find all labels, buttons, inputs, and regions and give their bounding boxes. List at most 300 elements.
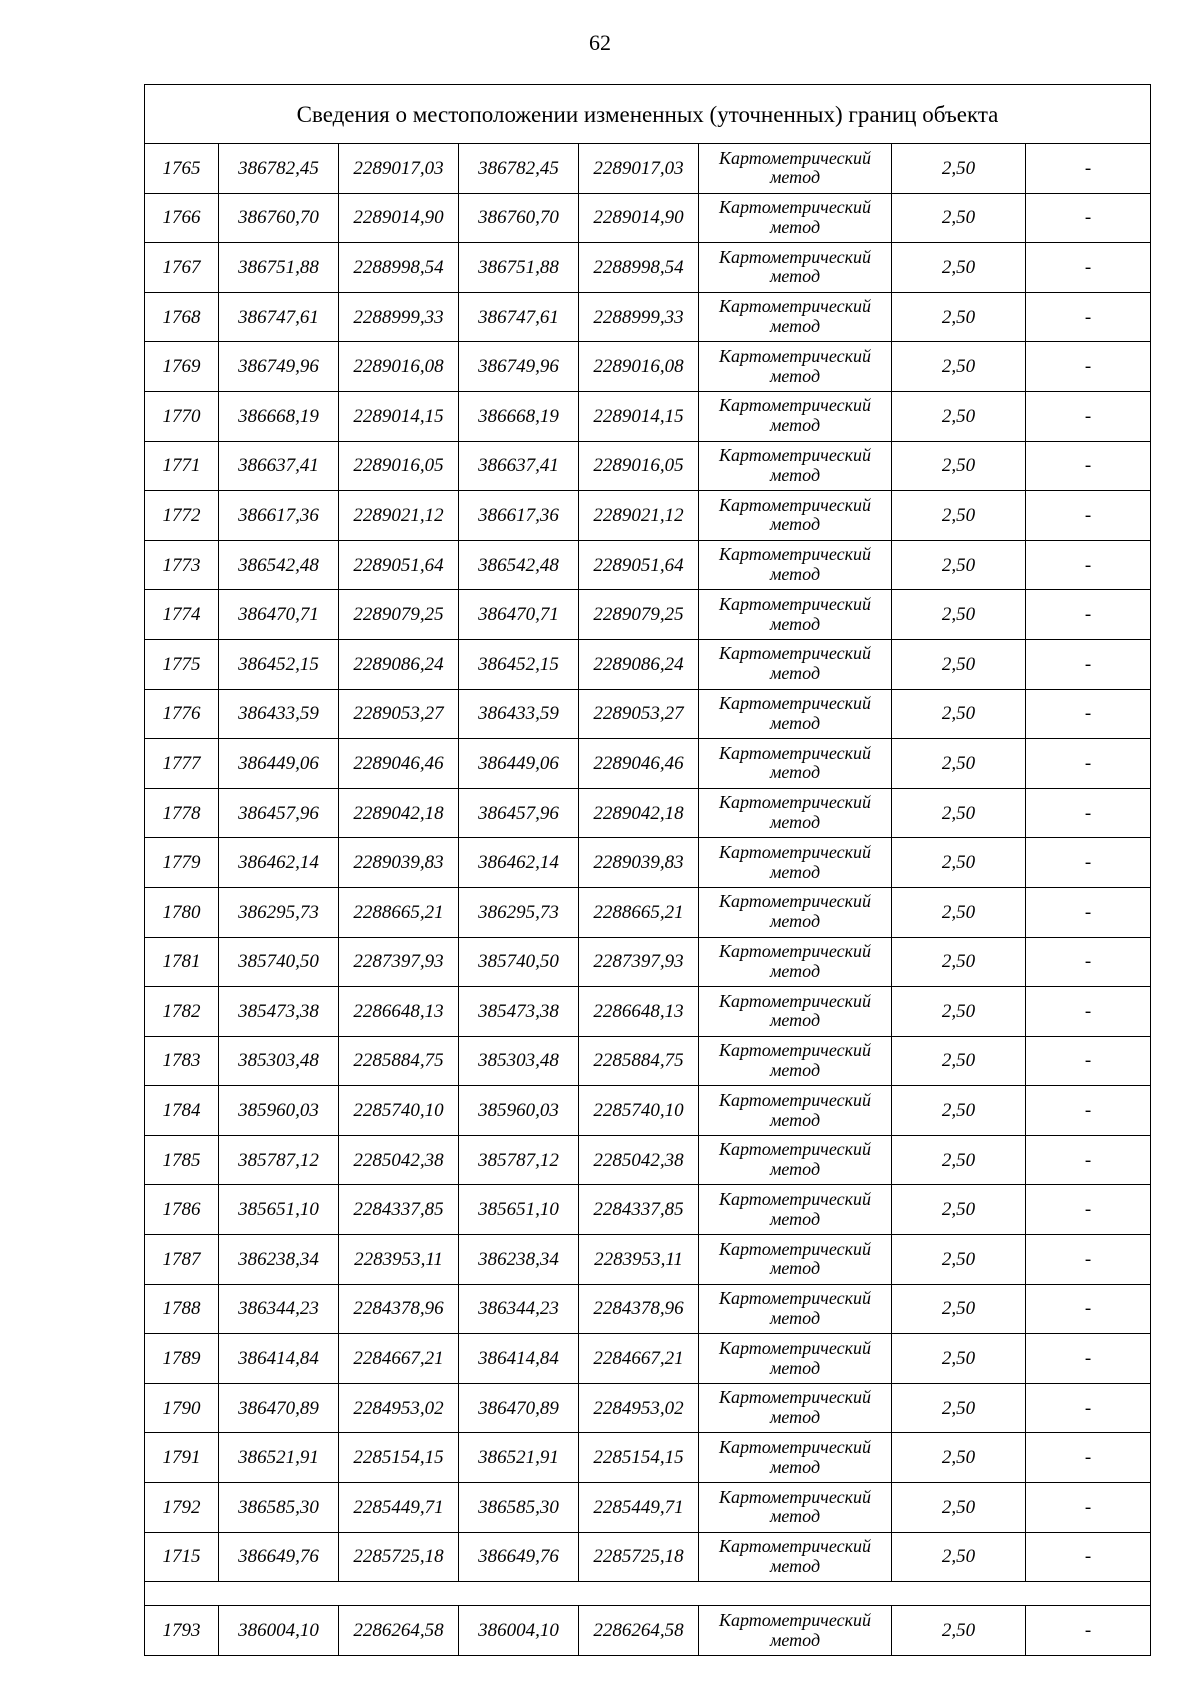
method-line-2: метод [769, 1357, 821, 1378]
table-row [145, 292, 1151, 342]
x-refined-cell: 386457,96 [459, 788, 579, 838]
method-line-1: Картометрический [718, 941, 871, 961]
x-existing-cell: 385473,38 [219, 987, 339, 1037]
point-number-cell: 1791 [145, 1433, 219, 1483]
point-number-cell: 1775 [145, 639, 219, 689]
point-number-cell: 1792 [145, 1483, 219, 1533]
accuracy-cell: 2,50 [892, 342, 1026, 392]
table-row [145, 1284, 1151, 1334]
x-existing-cell: 385651,10 [219, 1185, 339, 1235]
method-cell [699, 491, 892, 541]
y-existing-cell: 2289016,05 [339, 441, 459, 491]
method-line-2: метод [769, 712, 821, 733]
x-existing-cell: 386649,76 [219, 1532, 339, 1582]
accuracy-cell: 2,50 [892, 1606, 1026, 1656]
point-number-cell: 1783 [145, 1036, 219, 1086]
y-refined-cell: 2285725,18 [579, 1532, 699, 1582]
method-line-1: Картометрический [718, 593, 871, 614]
x-existing-cell: 385303,48 [219, 1036, 339, 1086]
x-refined-cell: 386751,88 [459, 243, 579, 293]
method-line-1: Картометрический [718, 395, 871, 416]
y-refined-cell: 2289046,46 [579, 739, 699, 789]
x-existing-cell: 386760,70 [219, 193, 339, 243]
method-line-2: метод [769, 564, 821, 585]
accuracy-cell: 2,50 [892, 193, 1026, 243]
note-cell: - [1026, 243, 1151, 293]
y-existing-cell: 2289014,90 [339, 193, 459, 243]
method-line-1: Картометрический [718, 1387, 871, 1408]
accuracy-cell: 2,50 [892, 739, 1026, 789]
method-cell [699, 788, 892, 838]
page-number: 62 [589, 30, 611, 55]
x-existing-cell: 386585,30 [219, 1483, 339, 1533]
method-line-1: Картометрический [718, 147, 871, 168]
method-line-2: метод [769, 1059, 821, 1080]
method-cell [699, 739, 892, 789]
method-line-2: метод [769, 1555, 821, 1576]
table-row [145, 391, 1151, 441]
accuracy-cell: 2,50 [892, 1433, 1026, 1483]
x-refined-cell: 386782,45 [459, 144, 579, 194]
point-number-cell: 1786 [145, 1185, 219, 1235]
method-line-1: Картометрический [718, 1536, 871, 1557]
note-cell: - [1026, 1185, 1151, 1235]
method-line-2: метод [769, 1208, 821, 1229]
method-line-1: Картометрический [718, 544, 871, 565]
method-cell [699, 1185, 892, 1235]
accuracy-cell: 2,50 [892, 987, 1026, 1037]
table-title: Сведения о местоположении измененных (уточненных) границ объекта [145, 85, 1151, 144]
point-number-cell: 1781 [145, 937, 219, 987]
point-number-cell: 1790 [145, 1383, 219, 1433]
method-line-1: Картометрический [718, 742, 871, 763]
x-existing-cell: 385960,03 [219, 1086, 339, 1136]
x-refined-cell: 386344,23 [459, 1284, 579, 1334]
method-line-2: метод [769, 762, 821, 783]
y-existing-cell: 2289086,24 [339, 639, 459, 689]
y-refined-cell: 2286648,13 [579, 987, 699, 1037]
point-number-cell: 1765 [145, 144, 219, 194]
note-cell: - [1026, 540, 1151, 590]
point-number-cell: 1789 [145, 1334, 219, 1384]
x-existing-cell: 386637,41 [219, 441, 339, 491]
point-number-cell: 1778 [145, 788, 219, 838]
method-cell [699, 144, 892, 194]
x-existing-cell: 385787,12 [219, 1135, 339, 1185]
point-number-cell: 1785 [145, 1135, 219, 1185]
x-existing-cell: 386449,06 [219, 739, 339, 789]
x-refined-cell: 386668,19 [459, 391, 579, 441]
point-number-cell: 1770 [145, 391, 219, 441]
method-line-2: метод [769, 316, 821, 337]
accuracy-cell: 2,50 [892, 1235, 1026, 1285]
table-row [145, 540, 1151, 590]
method-line-2: метод [769, 812, 821, 833]
method-line-2: метод [769, 1010, 821, 1031]
y-refined-cell: 2289017,03 [579, 144, 699, 194]
point-number-cell: 1782 [145, 987, 219, 1037]
x-existing-cell: 386457,96 [219, 788, 339, 838]
x-refined-cell: 385960,03 [459, 1086, 579, 1136]
y-existing-cell: 2289016,08 [339, 342, 459, 392]
method-cell [699, 1532, 892, 1582]
y-existing-cell: 2289021,12 [339, 491, 459, 541]
accuracy-cell: 2,50 [892, 937, 1026, 987]
method-cell [699, 1483, 892, 1533]
method-line-1: Картометрический [718, 345, 871, 366]
method-line-1: Картометрический [718, 445, 871, 466]
x-existing-cell: 386782,45 [219, 144, 339, 194]
table-row [145, 1532, 1151, 1582]
method-line-1: Картометрический [718, 693, 871, 714]
x-refined-cell: 386637,41 [459, 441, 579, 491]
x-refined-cell: 386760,70 [459, 193, 579, 243]
method-line-1: Картометрический [718, 841, 871, 862]
y-existing-cell: 2288998,54 [339, 243, 459, 293]
accuracy-cell: 2,50 [892, 1483, 1026, 1533]
method-line-2: метод [769, 1629, 821, 1650]
method-cell [699, 887, 892, 937]
y-existing-cell: 2284378,96 [339, 1284, 459, 1334]
point-number-cell: 1772 [145, 491, 219, 541]
method-cell [699, 1606, 892, 1656]
method-cell [699, 937, 892, 987]
note-cell: - [1026, 1235, 1151, 1285]
y-refined-cell: 2289021,12 [579, 491, 699, 541]
method-line-1: Картометрический [718, 494, 871, 515]
y-existing-cell: 2289051,64 [339, 540, 459, 590]
method-line-1: Картометрический [718, 1436, 871, 1457]
method-line-1: Картометрический [718, 296, 871, 317]
table-row [145, 639, 1151, 689]
x-refined-cell: 386295,73 [459, 887, 579, 937]
table-row [145, 491, 1151, 541]
method-cell [699, 292, 892, 342]
method-line-2: метод [769, 1456, 821, 1477]
point-number-cell: 1768 [145, 292, 219, 342]
y-existing-cell: 2289017,03 [339, 144, 459, 194]
x-refined-cell: 386585,30 [459, 1483, 579, 1533]
point-number-cell: 1779 [145, 838, 219, 888]
y-existing-cell: 2285449,71 [339, 1483, 459, 1533]
x-existing-cell: 386238,34 [219, 1235, 339, 1285]
note-cell: - [1026, 590, 1151, 640]
y-refined-cell: 2289039,83 [579, 838, 699, 888]
y-existing-cell: 2285154,15 [339, 1433, 459, 1483]
x-refined-cell: 386004,10 [459, 1606, 579, 1656]
method-line-2: метод [769, 266, 821, 287]
x-refined-cell: 386617,36 [459, 491, 579, 541]
point-number-cell: 1780 [145, 887, 219, 937]
method-line-1: Картометрический [718, 891, 871, 912]
note-cell: - [1026, 887, 1151, 937]
x-existing-cell: 386414,84 [219, 1334, 339, 1384]
method-cell [699, 1135, 892, 1185]
accuracy-cell: 2,50 [892, 887, 1026, 937]
method-cell [699, 243, 892, 293]
spacer-cell [145, 1582, 1151, 1606]
accuracy-cell: 2,50 [892, 441, 1026, 491]
method-line-2: метод [769, 861, 821, 882]
y-refined-cell: 2289051,64 [579, 540, 699, 590]
note-cell: - [1026, 491, 1151, 541]
y-existing-cell: 2285740,10 [339, 1086, 459, 1136]
point-number-cell: 1766 [145, 193, 219, 243]
method-line-1: Картометрический [718, 1288, 871, 1309]
x-refined-cell: 386462,14 [459, 838, 579, 888]
x-refined-cell: 386238,34 [459, 1235, 579, 1285]
boundary-coordinates-table [144, 84, 1151, 1656]
method-cell [699, 1284, 892, 1334]
x-refined-cell: 386470,71 [459, 590, 579, 640]
y-refined-cell: 2289014,15 [579, 391, 699, 441]
y-existing-cell: 2289053,27 [339, 689, 459, 739]
table-row [145, 441, 1151, 491]
table-row [145, 937, 1151, 987]
x-refined-cell: 385787,12 [459, 1135, 579, 1185]
y-refined-cell: 2285884,75 [579, 1036, 699, 1086]
note-cell: - [1026, 441, 1151, 491]
note-cell: - [1026, 639, 1151, 689]
y-existing-cell: 2284337,85 [339, 1185, 459, 1235]
y-existing-cell: 2289046,46 [339, 739, 459, 789]
table-row [145, 1135, 1151, 1185]
y-refined-cell: 2289042,18 [579, 788, 699, 838]
accuracy-cell: 2,50 [892, 788, 1026, 838]
method-line-1: Картометрический [718, 1139, 871, 1160]
point-number-cell: 1715 [145, 1532, 219, 1582]
accuracy-cell: 2,50 [892, 1185, 1026, 1235]
note-cell: - [1026, 342, 1151, 392]
x-existing-cell: 386295,73 [219, 887, 339, 937]
accuracy-cell: 2,50 [892, 540, 1026, 590]
note-cell: - [1026, 1606, 1151, 1656]
table-row [145, 1036, 1151, 1086]
point-number-cell: 1771 [145, 441, 219, 491]
y-refined-cell: 2287397,93 [579, 937, 699, 987]
x-existing-cell: 386470,89 [219, 1383, 339, 1433]
method-line-2: метод [769, 1407, 821, 1428]
table-spacer-row [145, 1582, 1151, 1606]
x-existing-cell: 386751,88 [219, 243, 339, 293]
x-refined-cell: 386470,89 [459, 1383, 579, 1433]
note-cell: - [1026, 1532, 1151, 1582]
accuracy-cell: 2,50 [892, 292, 1026, 342]
method-cell [699, 838, 892, 888]
accuracy-cell: 2,50 [892, 144, 1026, 194]
method-line-2: метод [769, 1307, 821, 1328]
point-number-cell: 1777 [145, 739, 219, 789]
x-refined-cell: 386649,76 [459, 1532, 579, 1582]
method-cell [699, 1383, 892, 1433]
point-number-cell: 1767 [145, 243, 219, 293]
x-refined-cell: 385473,38 [459, 987, 579, 1037]
y-refined-cell: 2285154,15 [579, 1433, 699, 1483]
method-cell [699, 441, 892, 491]
note-cell: - [1026, 838, 1151, 888]
table-row [145, 689, 1151, 739]
x-existing-cell: 386749,96 [219, 342, 339, 392]
x-existing-cell: 386542,48 [219, 540, 339, 590]
method-line-2: метод [769, 514, 821, 535]
y-refined-cell: 2288998,54 [579, 243, 699, 293]
note-cell: - [1026, 193, 1151, 243]
point-number-cell: 1774 [145, 590, 219, 640]
accuracy-cell: 2,50 [892, 590, 1026, 640]
accuracy-cell: 2,50 [892, 1036, 1026, 1086]
x-existing-cell: 386617,36 [219, 491, 339, 541]
method-line-2: метод [769, 365, 821, 386]
x-existing-cell: 386004,10 [219, 1606, 339, 1656]
method-line-2: метод [769, 663, 821, 684]
y-refined-cell: 2284378,96 [579, 1284, 699, 1334]
y-existing-cell: 2284667,21 [339, 1334, 459, 1384]
method-line-1: Картометрический [718, 246, 871, 267]
method-cell [699, 1433, 892, 1483]
point-number-cell: 1793 [145, 1606, 219, 1656]
y-refined-cell: 2289016,05 [579, 441, 699, 491]
accuracy-cell: 2,50 [892, 1334, 1026, 1384]
y-refined-cell: 2283953,11 [579, 1235, 699, 1285]
y-refined-cell: 2289014,90 [579, 193, 699, 243]
y-refined-cell: 2289079,25 [579, 590, 699, 640]
x-refined-cell: 386433,59 [459, 689, 579, 739]
note-cell: - [1026, 144, 1151, 194]
accuracy-cell: 2,50 [892, 1383, 1026, 1433]
note-cell: - [1026, 1284, 1151, 1334]
method-line-2: метод [769, 167, 821, 188]
method-line-1: Картометрический [718, 1337, 871, 1358]
y-existing-cell: 2283953,11 [339, 1235, 459, 1285]
table-row [145, 1383, 1151, 1433]
table-row [145, 838, 1151, 888]
x-refined-cell: 386449,06 [459, 739, 579, 789]
accuracy-cell: 2,50 [892, 491, 1026, 541]
x-refined-cell: 386749,96 [459, 342, 579, 392]
method-cell [699, 1235, 892, 1285]
method-cell [699, 987, 892, 1037]
y-refined-cell: 2285042,38 [579, 1135, 699, 1185]
point-number-cell: 1769 [145, 342, 219, 392]
method-line-2: метод [769, 960, 821, 981]
method-line-1: Картометрический [718, 1188, 871, 1209]
point-number-cell: 1776 [145, 689, 219, 739]
table-row [145, 1483, 1151, 1533]
y-refined-cell: 2285740,10 [579, 1086, 699, 1136]
x-existing-cell: 386433,59 [219, 689, 339, 739]
note-cell: - [1026, 1433, 1151, 1483]
method-line-2: метод [769, 216, 821, 237]
note-cell: - [1026, 937, 1151, 987]
x-existing-cell: 386470,71 [219, 590, 339, 640]
y-refined-cell: 2286264,58 [579, 1606, 699, 1656]
method-cell [699, 193, 892, 243]
method-line-1: Картометрический [718, 1609, 871, 1630]
y-existing-cell: 2289014,15 [339, 391, 459, 441]
x-refined-cell: 386542,48 [459, 540, 579, 590]
x-existing-cell: 385740,50 [219, 937, 339, 987]
x-existing-cell: 386452,15 [219, 639, 339, 689]
method-cell [699, 1086, 892, 1136]
note-cell: - [1026, 689, 1151, 739]
x-refined-cell: 386521,91 [459, 1433, 579, 1483]
x-existing-cell: 386747,61 [219, 292, 339, 342]
table-row [145, 193, 1151, 243]
method-cell [699, 689, 892, 739]
method-line-2: метод [769, 1506, 821, 1527]
table-row [145, 987, 1151, 1037]
method-line-2: метод [769, 911, 821, 932]
y-existing-cell: 2289042,18 [339, 788, 459, 838]
accuracy-cell: 2,50 [892, 689, 1026, 739]
y-existing-cell: 2288665,21 [339, 887, 459, 937]
table-row [145, 1606, 1151, 1656]
method-line-1: Картометрический [718, 792, 871, 813]
note-cell: - [1026, 987, 1151, 1037]
method-line-1: Картометрический [718, 1238, 871, 1259]
x-refined-cell: 386747,61 [459, 292, 579, 342]
accuracy-cell: 2,50 [892, 1532, 1026, 1582]
y-refined-cell: 2284667,21 [579, 1334, 699, 1384]
table-row [145, 1334, 1151, 1384]
y-existing-cell: 2287397,93 [339, 937, 459, 987]
method-cell [699, 540, 892, 590]
x-refined-cell: 385303,48 [459, 1036, 579, 1086]
method-cell [699, 590, 892, 640]
method-line-1: Картометрический [718, 1486, 871, 1507]
y-existing-cell: 2285725,18 [339, 1532, 459, 1582]
y-existing-cell: 2286648,13 [339, 987, 459, 1037]
note-cell: - [1026, 1135, 1151, 1185]
y-refined-cell: 2284953,02 [579, 1383, 699, 1433]
table-row [145, 739, 1151, 789]
accuracy-cell: 2,50 [892, 639, 1026, 689]
method-cell [699, 1334, 892, 1384]
y-existing-cell: 2285042,38 [339, 1135, 459, 1185]
method-cell [699, 639, 892, 689]
x-existing-cell: 386521,91 [219, 1433, 339, 1483]
table-title-row [145, 85, 1151, 144]
y-refined-cell: 2288665,21 [579, 887, 699, 937]
y-refined-cell: 2289053,27 [579, 689, 699, 739]
method-line-2: метод [769, 464, 821, 485]
note-cell: - [1026, 1383, 1151, 1433]
note-cell: - [1026, 1483, 1151, 1533]
table-row [145, 342, 1151, 392]
point-number-cell: 1787 [145, 1235, 219, 1285]
accuracy-cell: 2,50 [892, 1086, 1026, 1136]
y-refined-cell: 2288999,33 [579, 292, 699, 342]
method-line-1: Картометрический [718, 643, 871, 664]
method-line-2: метод [769, 613, 821, 634]
x-refined-cell: 386414,84 [459, 1334, 579, 1384]
note-cell: - [1026, 1086, 1151, 1136]
method-line-2: метод [769, 1159, 821, 1180]
y-existing-cell: 2286264,58 [339, 1606, 459, 1656]
table-row [145, 1185, 1151, 1235]
accuracy-cell: 2,50 [892, 1135, 1026, 1185]
y-existing-cell: 2284953,02 [339, 1383, 459, 1433]
table-row [145, 590, 1151, 640]
accuracy-cell: 2,50 [892, 391, 1026, 441]
table-row [145, 243, 1151, 293]
method-cell [699, 1036, 892, 1086]
point-number-cell: 1788 [145, 1284, 219, 1334]
note-cell: - [1026, 788, 1151, 838]
table-row [145, 887, 1151, 937]
method-line-1: Картометрический [718, 197, 871, 218]
x-refined-cell: 385740,50 [459, 937, 579, 987]
